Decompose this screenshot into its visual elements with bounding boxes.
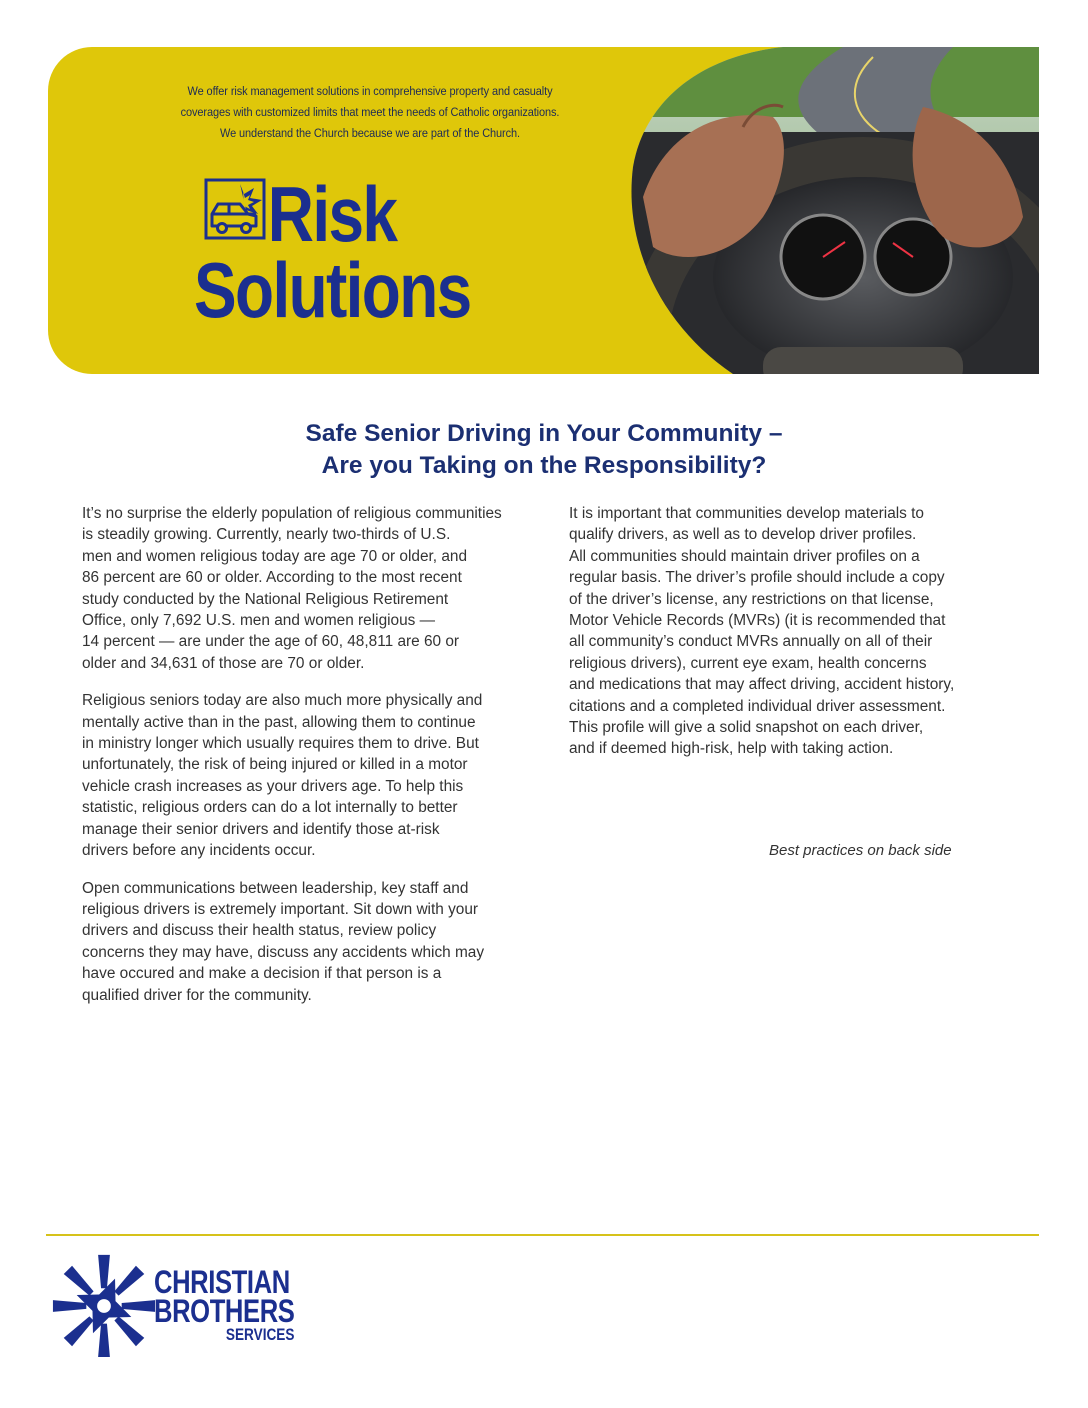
company-name-line1: CHRISTIAN xyxy=(154,1264,290,1300)
text-line: manage their senior drivers and identify those at-risk xyxy=(82,820,440,838)
text-line: citations and a completed individual driver assessment. xyxy=(569,697,946,715)
article-title xyxy=(0,418,1088,482)
text-line: Motor Vehicle Records (MVRs) (it is recommended that xyxy=(569,612,946,630)
text-line: in ministry longer which usually requires them to drive. But xyxy=(82,735,479,753)
tagline-line: We offer risk management solutions in comprehensive property and casualty xyxy=(187,84,553,98)
text-line: 14 percent — are under the age of 60, 48,811 are 60 or xyxy=(82,633,460,651)
paragraph xyxy=(82,878,542,1006)
paragraph xyxy=(82,690,542,861)
text-line: It’s no surprise the elderly population of religious communities xyxy=(82,505,502,522)
star-icon xyxy=(50,1250,158,1360)
text-line: regular basis. The driver’s profile should include a copy xyxy=(569,569,945,587)
text-line: All communities should maintain driver profiles on a xyxy=(569,547,920,565)
tagline xyxy=(118,81,622,144)
text-line: vehicle crash increases as your drivers age. To help this xyxy=(82,777,464,795)
text-line: religious drivers is extremely important. Sit down with your xyxy=(82,900,479,918)
text-line: and if deemed high-risk, help with taking action. xyxy=(569,740,894,758)
title-line1: Safe Senior Driving in Your Community – xyxy=(305,420,783,447)
text-line: religious drivers), current eye exam, health concerns xyxy=(569,654,927,672)
text-line: men and women religious today are age 70 or older, and xyxy=(82,547,468,565)
car-crash-icon xyxy=(204,178,266,240)
text-line: 86 percent are 60 or older. According to the most recent xyxy=(82,569,462,587)
header-banner xyxy=(48,47,1039,374)
steering-wheel-photo xyxy=(623,47,1039,374)
text-line: Open communications between leadership, key staff and xyxy=(82,879,469,897)
text-line: This profile will give a solid snapshot on each driver, xyxy=(569,719,924,737)
wordmark-line1: Risk xyxy=(267,170,397,258)
text-line: unfortunately, the risk of being injured or killed in a motor xyxy=(82,756,468,774)
text-line: and medications that may affect driving, accident history, xyxy=(569,676,955,694)
christian-brothers-logo xyxy=(50,1250,310,1362)
company-name xyxy=(154,1264,295,1344)
text-line: qualify drivers, as well as to develop driver profiles. xyxy=(569,526,917,544)
company-name-line2: BROTHERS xyxy=(154,1293,295,1329)
back-side-note: Best practices on back side xyxy=(769,842,952,859)
text-line: concerns they may have, discuss any accidents which may xyxy=(82,943,485,961)
paragraph xyxy=(569,503,1019,760)
text-line: qualified driver for the community. xyxy=(82,986,312,1004)
text-line: of the driver’s license, any restrictions on that license, xyxy=(569,590,934,608)
text-line: Religious seniors today are also much more physically and xyxy=(82,692,483,710)
wordmark-line2: Solutions xyxy=(194,246,471,334)
text-line: drivers and discuss their health status, review policy xyxy=(82,922,437,940)
right-column xyxy=(569,503,1019,776)
text-line: is steadily growing. Currently, nearly two-thirds of U.S. xyxy=(82,526,451,544)
text-line: It is important that communities develop materials to xyxy=(569,505,924,522)
left-column xyxy=(82,503,542,1022)
text-line: statistic, religious orders can do a lot internally to better xyxy=(82,799,458,817)
footer-divider xyxy=(46,1234,1039,1236)
text-line: have occured and make a decision if that person is a xyxy=(82,965,442,983)
paragraph xyxy=(82,503,542,674)
company-name-line3: SERVICES xyxy=(225,1325,295,1344)
tagline-line: We understand the Church because we are part of the Church. xyxy=(220,126,520,140)
tagline-line: coverages with customized limits that meet the needs of Catholic organizations. xyxy=(180,105,560,119)
title-line2: Are you Taking on the Responsibility? xyxy=(321,452,767,479)
text-line: Office, only 7,692 U.S. men and women religious — xyxy=(82,612,436,630)
text-line: study conducted by the National Religious Retirement xyxy=(82,590,449,608)
text-line: older and 34,631 of those are 70 or older. xyxy=(82,654,365,672)
text-line: all community’s conduct MVRs annually on all of their xyxy=(569,633,933,651)
text-line: mentally active than in the past, allowing them to continue xyxy=(82,713,476,731)
text-line: drivers before any incidents occur. xyxy=(82,842,316,860)
